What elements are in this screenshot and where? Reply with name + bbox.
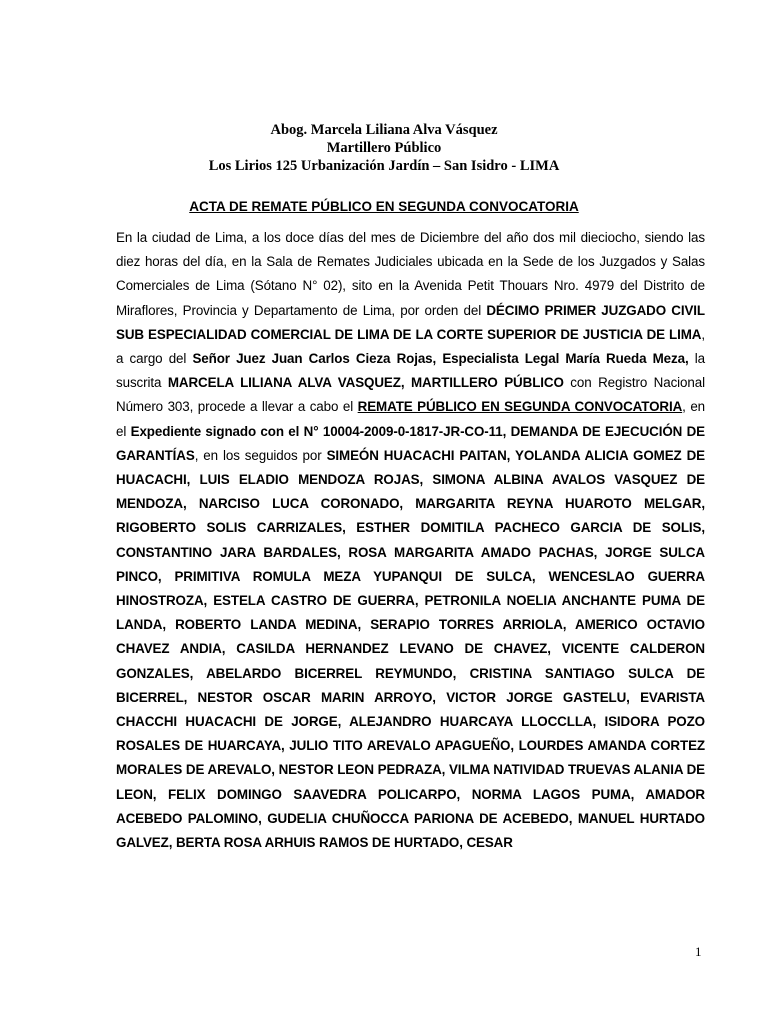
case-number: Expediente signado con el N° 10004-2009-0-1817-JR-CO-11, DEMANDA DE EJECUCIÓN DE GARANTÍAS [116, 423, 706, 463]
document-title-wrapper [0, 198, 768, 216]
body-intro: En la ciudad de Lima, a los doce días del mes de Diciembre del año dos mil dieciocho, siendo las diez horas del día, en la Sala de Remates Judiciales ubicada en la Sede de los Juzgados y Salas Comerciales de Lima (Sótano N° 02), sito en la Avenida Petit Thouars Nro. 4979 del Distrito de Miraflores, Provincia y Departamento de Lima, por orden del [116, 230, 705, 318]
page-number: 1 [695, 944, 702, 959]
auctioneer-name: MARCELA LILIANA ALVA VASQUEZ, MARTILLERO PÚBLICO [167, 375, 564, 391]
parties-list: SIMEÓN HUACACHI PAITAN, YOLANDA ALICIA GOMEZ DE HUACACHI, LUIS ELADIO MENDOZA ROJAS, SIMONA ALBINA AVALOS VASQUEZ DE MENDOZA, NARCISO LUCA CORONADO, MARGARITA REYNA HUAROTO MELGAR, RIGOBERTO SOLIS CARRIZALES, ESTHER DOMITILA PACHECO GARCIA DE SOLIS, CONSTANTINO JARA BARDALES, ROSA MARGARITA AMADO PACHAS, JORGE SULCA PINCO, PRIMITIVA ROMULA MEZA YUPANQUI DE SULCA, WENCESLAO GUERRA HINOSTROZA, ESTELA CASTRO DE GUERRA, PETRONILA NOELIA ANCHANTE PUMA DE LANDA, ROBERTO LANDA MEDINA, SERAPIO TORRES ARRIOLA, AMERICO OCTAVIO CHAVEZ ANDIA, CASILDA HERNANDEZ LEVANO DE CHAVEZ, VICENTE CALDERON GONZALES, ABELARDO BICERREL REYMUNDO, CRISTINA SANTIAGO SULCA DE BICERREL, NESTOR OSCAR MARIN ARROYO, VICTOR JORGE GASTELU, EVARISTA CHACCHI HUACACHI DE JORGE, ALEJANDRO HUARCAYA LLOCCLLA, ISIDORA POZO ROSALES DE HUARCAYA, JULIO TITO AREVALO APAGUEÑO, LOURDES AMANDA CORTEZ MORALES DE AREVALO, NESTOR LEON PEDRAZA, VILMA NATIVIDAD TRUEVAS ALANIA DE LEON, FELIX DOMINGO SAAVEDRA POLICARPO, NORMA LAGOS PUMA, AMADOR ACEBEDO PALOMINO, GUDELIA CHUÑOCCA PARIONA DE ACEBEDO, MANUEL HURTADO GALVEZ, BERTA ROSA ARHUIS RAMOS DE HURTADO, CESAR [116, 447, 705, 851]
body-connector-4: , en el [116, 399, 706, 439]
auction-type: REMATE PÚBLICO EN SEGUNDA CONVOCATORIA [357, 399, 683, 415]
body-connector-1: , a cargo del [116, 326, 705, 367]
judge-name: Señor Juez Juan Carlos Cieza Rojas, Especialista Legal María Rueda Meza, [192, 351, 689, 367]
letterhead-address: Los Lirios 125 Urbanización Jardín – San Isidro - LIMA [208, 158, 560, 174]
body-connector-2: la suscrita [116, 351, 706, 391]
court-name: DÉCIMO PRIMER JUZGADO CIVIL SUB ESPECIALIDAD COMERCIAL DE LIMA DE LA CORTE SUPERIOR DE JUSTICIA DE LIMA [116, 302, 706, 342]
body-connector-3: con Registro Nacional Número 303, procede a llevar a cabo el [116, 375, 705, 415]
body-connector-5: , en los seguidos por [194, 447, 327, 463]
letterhead-role: Martillero Público [326, 140, 442, 156]
letterhead-name: Abog. Marcela Liliana Alva Vásquez [270, 122, 498, 138]
document-body [116, 226, 705, 855]
letterhead [0, 121, 768, 175]
document-title: ACTA DE REMATE PÚBLICO EN SEGUNDA CONVOCATORIA [189, 199, 579, 214]
